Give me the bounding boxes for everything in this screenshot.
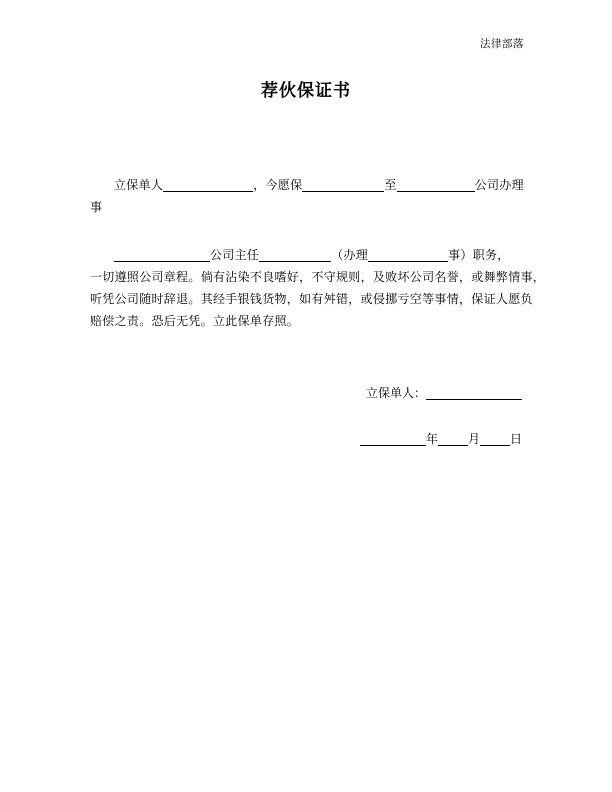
paragraph-line <box>90 196 522 218</box>
paragraph-guarantee-intro <box>90 174 522 218</box>
text-segment: 公司办理 <box>474 178 524 192</box>
year-label: 年 <box>425 432 438 446</box>
day-label: 日 <box>509 432 522 446</box>
text-segment: ，今愿保 <box>253 178 303 192</box>
paragraph-line <box>90 174 522 196</box>
text-segment: 事）职务， <box>448 248 510 262</box>
text-segment: 立保单人 <box>114 178 164 192</box>
month-blank[interactable] <box>438 431 468 446</box>
paragraph-line: 听凭公司随时辞退。其经手银钱货物，如有舛错，或侵挪亏空等事情，保证人愿负 <box>90 292 533 306</box>
text-segment: 事 <box>90 200 103 214</box>
header-tag: 法律部落 <box>480 38 524 50</box>
paragraph-line <box>90 244 522 266</box>
paragraph-line: 赔偿之责。恐后无凭。立此保单存照。 <box>90 314 300 328</box>
date-row <box>360 430 522 447</box>
document-title: 荐伙保证书 <box>261 81 351 101</box>
day-blank[interactable] <box>480 431 510 446</box>
position-blank[interactable] <box>259 247 331 262</box>
text-segment: 公司主任 <box>210 248 260 262</box>
signature-row <box>366 384 522 401</box>
paragraph-guarantee-terms <box>90 244 546 332</box>
duty-blank[interactable] <box>368 247 448 262</box>
company-name-blank[interactable] <box>397 177 475 192</box>
month-label: 月 <box>467 432 480 446</box>
text-segment: 至 <box>384 178 397 192</box>
paragraph-line: 一切遵照公司章程。倘有沾染不良嗜好，不守规则，及败坏公司名誉，或舞弊情事， <box>90 270 546 284</box>
guarantor-name-blank[interactable] <box>163 177 253 192</box>
text-segment: （办理 <box>331 248 369 262</box>
signature-label: 立保单人： <box>365 386 426 400</box>
year-blank[interactable] <box>360 431 426 446</box>
guaranteed-person-blank[interactable] <box>302 177 384 192</box>
company-blank[interactable] <box>114 247 210 262</box>
signature-blank[interactable] <box>426 385 522 400</box>
